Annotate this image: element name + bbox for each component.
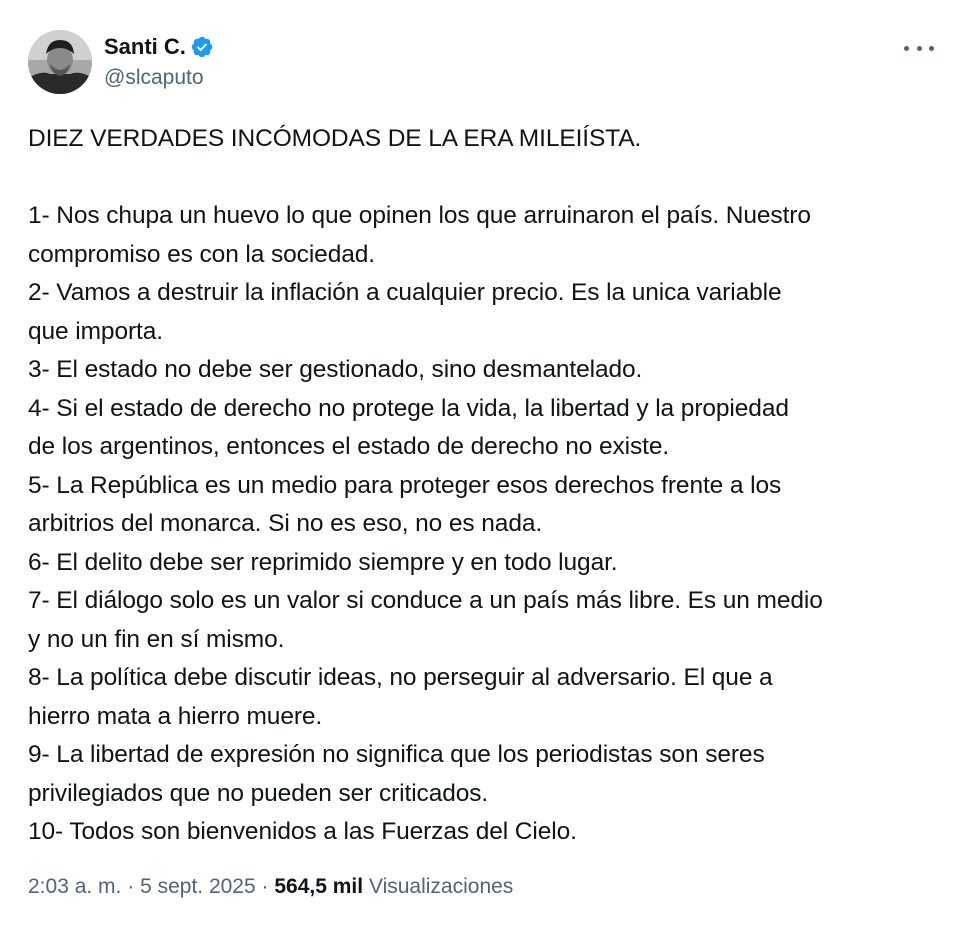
tweet-line: privilegiados que no pueden ser criticados. (28, 779, 489, 807)
tweet-title: DIEZ VERDADES INCÓMODAS DE LA ERA MILEIÍSTA. (28, 125, 642, 152)
tweet-meta (28, 875, 513, 899)
name-row (104, 31, 214, 63)
tweet-line: de los argentinos, entonces el estado de derecho no existe. (28, 433, 670, 460)
tweet-line: 4- Si el estado de derecho no protege la vida, la libertad y la propiedad (28, 394, 789, 422)
tweet-line: 8- La política debe discutir ideas, no perseguir al adversario. El que a (28, 664, 773, 691)
tweet-line: 1- Nos chupa un huevo lo que opinen los que arruinaron el país. Nuestro (28, 202, 811, 229)
meta-separator: · (127, 875, 135, 898)
tweet-header (28, 30, 214, 94)
tweet-line: 5- La República es un medio para proteger esos derechos frente a los (28, 471, 782, 499)
more-options-icon[interactable] (904, 36, 934, 60)
tweet-line: 3- El estado no debe ser gestionado, sino desmantelado. (28, 356, 643, 383)
tweet-text (28, 120, 938, 852)
meta-separator: · (261, 875, 269, 898)
dot (917, 46, 922, 51)
tweet-line: 10- Todos son bienvenidos a las Fuerzas del Cielo. (28, 818, 577, 845)
dot (904, 46, 909, 51)
tweet-line: arbitrios del monarca. Si no es eso, no es nada. (28, 510, 543, 537)
tweet-line: 2- Vamos a destruir la inflación a cualquier precio. Es la unica variable (28, 279, 782, 306)
tweet-line: 6- El delito debe ser reprimido siempre y en todo lugar. (28, 548, 618, 576)
views-count[interactable]: 564,5 mil (274, 875, 364, 898)
dot (929, 46, 934, 51)
tweet-line: hierro mata a hierro muere. (28, 702, 323, 730)
author-handle[interactable]: @slcaputo (104, 66, 204, 89)
tweet-line: que importa. (28, 317, 163, 345)
tweet-line: compromiso es con la sociedad. (28, 240, 375, 268)
author-names (104, 31, 214, 93)
tweet-line: 7- El diálogo solo es un valor si conduce a un país más libre. Es un medio (28, 587, 823, 614)
tweet-time[interactable]: 2:03 a. m. (28, 875, 122, 898)
tweet-line: 9- La libertad de expresión no significa que los periodistas son seres (28, 741, 765, 768)
user-avatar-photo (28, 30, 92, 94)
avatar[interactable] (28, 30, 92, 94)
verified-badge-icon[interactable] (190, 35, 214, 59)
author-display-name[interactable]: Santi C. (104, 34, 186, 59)
tweet-line: y no un fin en sí mismo. (28, 625, 285, 653)
views-label[interactable]: Visualizaciones (368, 875, 514, 898)
tweet-date[interactable]: 5 sept. 2025 (140, 875, 256, 898)
